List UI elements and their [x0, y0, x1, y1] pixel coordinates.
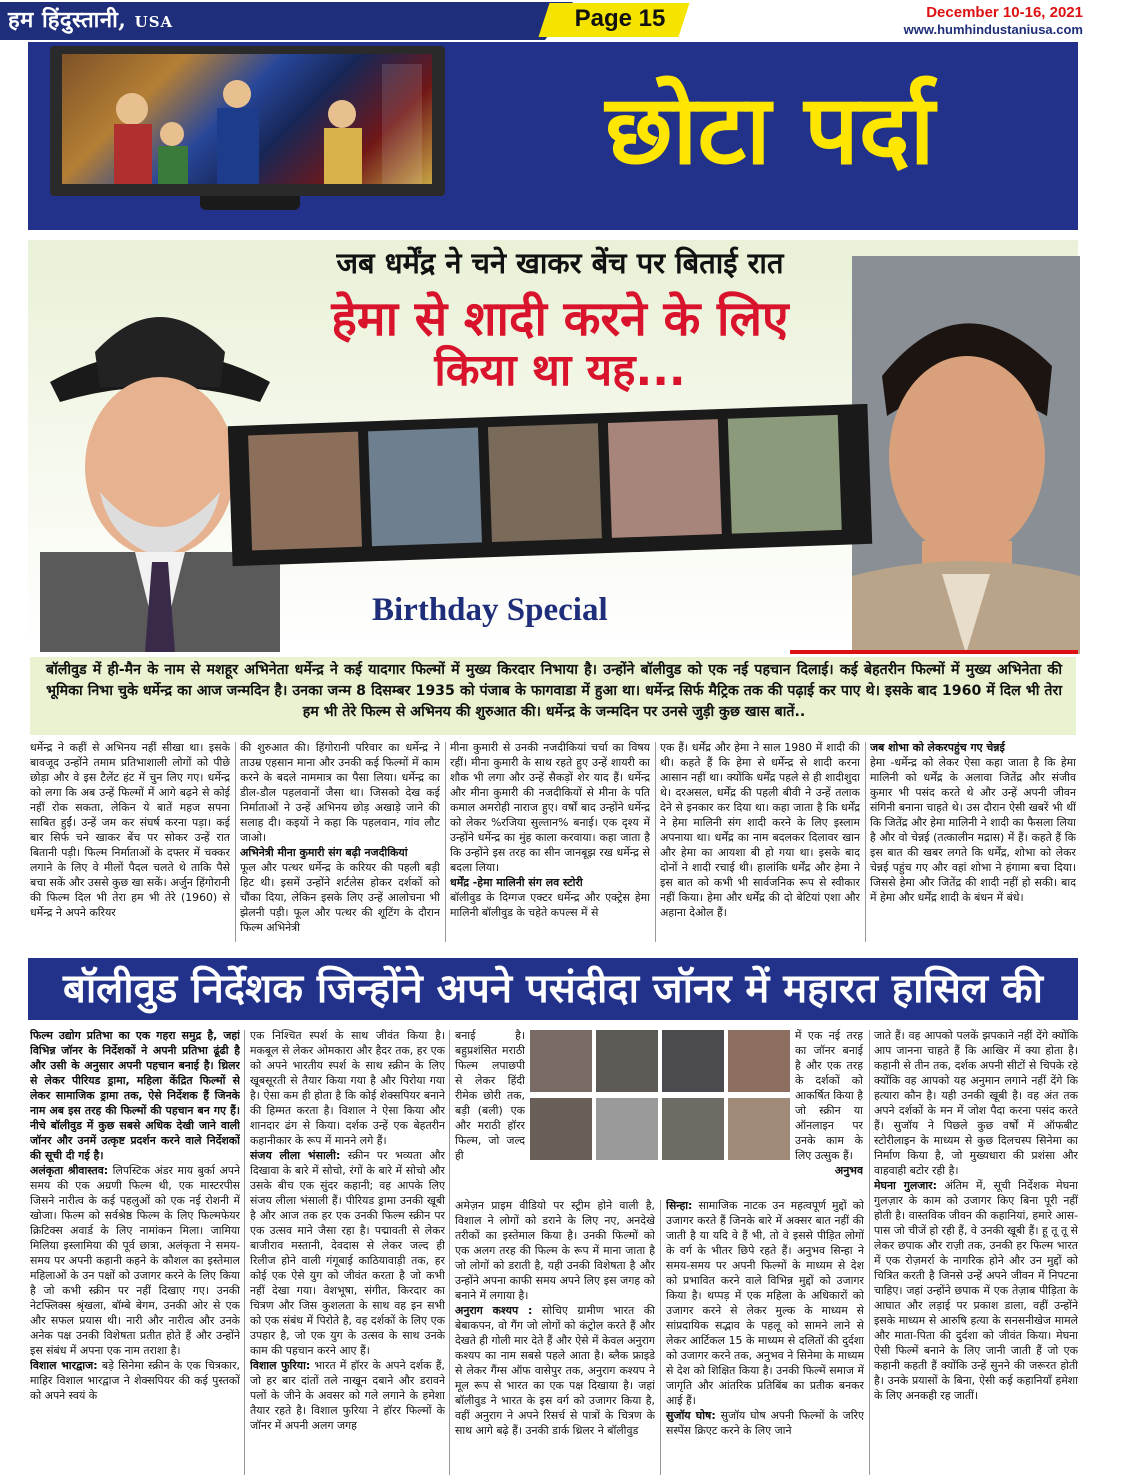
column-divider	[445, 742, 446, 942]
directors-column-3	[455, 1198, 655, 1478]
column-divider	[865, 742, 866, 942]
paragraph: बनाई है। बहुप्रशंसित मराठी फिल्म लपाछपी से लेकर हिंदी रीमेक छोरी तक, बड़ी (बली) एक और मराठी हॉरर फिल्म, जो जल्द ही	[455, 1029, 525, 1162]
director-name: सिन्हा:	[666, 1199, 693, 1212]
paragraph: फूल और पत्थर धर्मेन्द्र के करियर की पहली बड़ी हिट थी। इसमें उन्होंने शर्टलेस होकर दर्शकों को चौंका दिया, लेकिन इसके लिए उन्हें आलोचना भी झेलनी पड़ी। फूल और पत्थर की शूटिंग के दौरान फिल्म अभिनेत्री	[240, 861, 440, 934]
filmstrip-frame	[368, 427, 482, 546]
directors-column-3-top	[455, 1028, 525, 1198]
paragraph: जाते हैं। वह आपको पलकें झपकाने नहीं देंगे क्योंकि आप जानना चाहते हैं कि आखिर में क्या होता है। कहानी से तीन तक, दर्शक अपनी सीटों से चिपके रहे क्योंकि वह आपको यह अनुमान लगाने नहीं देंगे कि हत्यारा कौन है। यही उनकी खूबी है। वह अंत तक अपने दर्शकों के मन में जोश पैदा करना पसंद करते हैं। सुजॉय ने पिछले कुछ वर्षों में ऑफबीट स्टोरीलाइन के माध्यम से कुछ दिलचस्प सिनेमा का निर्माण किया है, जो मुख्यधारा की प्रशंसा और वाहवाही बटोर रही है।	[874, 1029, 1078, 1177]
article-column-1	[30, 740, 230, 945]
subheading: अभिनेत्री मीना कुमारी संग बढ़ी नजदीकियां	[240, 846, 408, 859]
portrait-young-photo	[852, 256, 1080, 654]
directors-column-1	[30, 1028, 240, 1478]
director-photo	[596, 1030, 658, 1092]
feature-kicker: जब धर्मेंद्र ने चने खाकर बेंच पर बिताई रात	[336, 246, 784, 280]
directors-column-4-top	[795, 1028, 863, 1193]
tv-stand	[200, 196, 300, 210]
paragraph: भारत में हॉरर के अपने दर्शक हैं, जो हर बार दांतों तले नाखून दबाने और डरावने पलों के जीने के अवसर को गले लगाने के हमेशा तैयार रहते है। विशाल फुरिया ने हॉरर फिल्मों के जॉनर में अपनी अलग जगह	[250, 1359, 445, 1432]
paragraph: सामाजिक नाटक उन महत्वपूर्ण मुद्दों को उजागर करते हैं जिनके बारे में अक्सर बात नहीं की जाती है या यदि वे हैं भी, तो वे इससे पीड़ित लोगों के वर्ग के भीतर छिपे रहते हैं। अनुभव सिन्हा ने समय-समय पर अपनी फिल्मों के माध्यम से देश को प्रभावित करने वाले विभिन्न मुद्दों को उजागर किया है। थप्पड़ में एक महिला के अधिकारों को उजागर करने से लेकर मुल्क के माध्यम से सांप्रदायिक सद्भाव के पहलू को सामने लाने से लेकर आर्टिकल 15 के माध्यम से दलितों की दुर्दशा को उजागर करने तक, अनुभव ने सिनेमा के माध्यम से देश को शिक्षित किया है। उनकी फिल्में समाज में जागृति और आंतरिक प्रतिबिंब का प्रतीक बनकर आई हैं।	[666, 1199, 864, 1407]
paragraph: एक हैं। धर्मेंद्र और हेमा ने साल 1980 में शादी की थी। कहते हैं कि हेमा से धर्मेन्द्र से शादी करना आसान नहीं था। क्योंकि धर्मेंद्र पहले से ही शादीशुदा थे। दरअसल, धर्मेंद्र की पहली बीवी ने उन्हें तलाक देने से इनकार कर दिया था। कहा जाता है कि धर्मेंद्र ने हेमा मालिनी संग शादी करने के लिए इस्लाम अपनाया था। धर्मेंद्र का नाम बदलकर दिलावर खान और हेमा का आयशा बी हो गया था। इसके बाद दोनों ने शादी रचाई थी। हालांकि धर्मेंद्र और हेमा ने इस बात को कभी भी सार्वजनिक रूप से स्वीकार नहीं किया। हेमा और धर्मेंद्र की दो बेटियां एशा और अहाना देओल हैं।	[660, 741, 860, 919]
subheading: जब शोभा को लेकरपहुंच गए चेन्नई	[870, 741, 1005, 754]
paragraph: बॉलीवुड के दिग्गज एक्टर धर्मेन्द्र और एक्ट्रेस हेमा मालिनी बॉलीवुड के चहेते कपल्स में से	[450, 891, 650, 919]
filmstrip-frame	[728, 415, 842, 534]
intro-text: बॉलीवुड में ही-मैन के नाम से मशहूर अभिनेता धर्मेन्द्र ने कई यादगार फिल्मों में मुख्य किरदार निभाया है। उन्होंने बॉलीवुड को एक नई पहचान दिलाई। कई बेहतरीन फिल्मों में मुख्य अभिनेता की भूमिका निभा चुके धर्मेन्द्र का आज जन्मदिन है। उनका जन्म 8 दिसम्बर 1935 को पंजाब के फागवाडा में हुआ था। धर्मेन्द्र सिर्फ मैट्रिक तक की पढ़ाई कर पाए थे। इसके बाद 1960 में दिल भी तेरा हम भी तेरे फिल्म से अभिनय की शुरुआत की। धर्मेन्द्र के जन्मदिन पर उनसे जुड़ी कुछ खास बातें..	[46, 662, 1062, 720]
article-column-5	[870, 740, 1076, 945]
director-photo	[662, 1030, 724, 1092]
director-name: सुजॉय घोष:	[666, 1409, 716, 1422]
subheading: धर्मेंद्र -हेमा मालिनी संग लव स्टोरी	[450, 876, 583, 889]
director-photo-grid	[530, 1030, 790, 1178]
column-divider	[869, 1030, 870, 1475]
paragraph: स्क्रीन पर भव्यता और दिखावा के बारे में सोचो, रंगों के बारे में सोचो और उसके बीच एक सुंदर कहानी; वह आपके लिए संजय लीला भंसाली हैं। पीरियड ड्रामा उनकी खूबी है और आज तक हर एक उनकी फिल्म स्क्रीन पर एक उत्सव माने जैसा रहा है। पद्मावती से लेकर बाजीराव मस्तानी, देवदास से लेकर जल्द ही रिलीज होने वाली गंगूबाई काठियावाड़ी तक, हर कोई एक ऐसे युग को जीवंत करता है जो कभी नहीं देखा गया। वेशभूषा, संगीत, किरदार का चित्रण और जिस कुशलता के साथ वह इन सभी को एक संबंध में पिरोते है, वह दर्शकों के लिए एक उपहार है, जो एक युग के उत्सव के साथ उनके काम की पहचान करने आए हैं।	[250, 1149, 445, 1357]
subheading: अनुभव	[834, 1164, 863, 1177]
directors-column-4	[666, 1198, 864, 1478]
website-link[interactable]: www.humhindustaniusa.com	[903, 22, 1083, 37]
directors-column-5	[874, 1028, 1078, 1478]
lead-paragraph: फिल्म उद्योग प्रतिभा का एक गहरा समुद्र है, जहां विभिन्न जॉनर के निर्देशकों ने अपनी प्रतिभा ढूंढी है और उसी के अनुसार अपनी पहचान बनाई है। थ्रिलर से लेकर पीरियड ड्रामा, महिला केंद्रित फिल्मों से लेकर सामाजिक ड्रामा तक, ऐसे निर्देशक हैं जिनके नाम अब इस तरह की फिल्मों की पहचान बन गए हैं। नीचे बॉलीवुड में कुछ सबसे अधिक देखी जाने वाली जॉनर और उनमें उत्कृष्ट प्रदर्शन करने वाले निर्देशकों की सूची दी गई है।	[30, 1029, 240, 1162]
director-name: मेघना गुलजार:	[874, 1179, 937, 1192]
paragraph: अंतिम में, सूची निर्देशक मेघना गुलज़ार के काम को उजागर किए बिना पूरी नहीं होती है। वास्तविक जीवन की कहानियां, हमारे आस-पास जो चीजें हो रही हैं, वे उनकी खूबी हैं। हू तू तू से लेकर छपाक और राज़ी तक, उनकी हर फिल्म भारत में एक रोज़मर्रा के नागरिक होने और उन मुद्दों को चित्रित करती है जिनसे उन्हें अपने जीवन में निपटना चाहिए। जहां उन्होंने छपाक में एक तेज़ाब पीड़िता के आघात और लड़ाई पर प्रकाश डाला, वहीं उन्होंने इसके माध्यम से आरुषि हत्या के सनसनीखेज मामले और माता-पिता की दुर्दशा को जीवंत किया। मेघना ऐसी फिल्में बनाने के लिए जानी जाती हैं जो एक कहानी कहती हैं क्योंकि उन्हें सुनने की जरूरत होती है। उनके प्रयासों के बिना, ऐसी कई कहानियाँ हमेशा के लिए अनकही रह जातीं।	[874, 1179, 1078, 1402]
filmstrip-photos	[228, 404, 872, 566]
director-photo	[728, 1098, 790, 1160]
director-name: अनुराग कश्यप :	[455, 1304, 533, 1317]
red-divider	[790, 650, 1078, 654]
director-photo	[530, 1098, 592, 1160]
section-title: छोटा पर्दा	[605, 74, 935, 186]
director-name: विशाल भारद्वाज:	[30, 1359, 98, 1372]
feature-headline-line1: हेमा से शादी करने के लिए	[331, 291, 789, 347]
paragraph: अमेज़न प्राइम वीडियो पर स्ट्रीम होने वाली है, विशाल ने लोगों को डराने के लिए नए, अनदेखे तरीकों का इस्तेमाल किया है। उनकी फिल्मों को एक अलग तरह की फिल्म के रूप में माना जाता है जो लोगों को डराती है, यही उनकी विशेषता है और उन्होंने अपना काफी समय अपने लिए इस जगह को बनाने में लगाया है।	[455, 1199, 655, 1302]
issue-date: December 10-16, 2021	[926, 4, 1083, 21]
director-photo	[728, 1030, 790, 1092]
newspaper-suffix: USA	[134, 13, 174, 31]
birthday-tagline: Birthday Special	[372, 592, 608, 628]
paragraph: लिपस्टिक अंडर माय बुर्का अपने समय की एक अग्रणी फिल्म थी, एक मास्टरपीस जिसने नारीत्व के कई पहलुओं को एक नई रोशनी में खोजा। फिल्म को सर्वश्रेष्ठ फिल्म के लिए फिल्मफेयर क्रिटिक्स अवार्ड के लिए नामांकन मिला। जामिया मिलिया इस्लामिया की पूर्व छात्रा, अलंकृता ने समय-समय पर अपनी कहानी कहने के कौशल का इस्तेमाल महिलाओं के उन पक्षों को उजागर करने के लिए किया है जो कभी स्क्रीन पर नहीं दिखाए गए। उनकी नेटफ्लिक्स श्रृंखला, बॉम्बे बेगम, उनकी ओर से एक और सफल प्रयास थी। नारी और नारीत्व और उनके अनेक पक्ष उनकी विशेषता प्रतीत होते हैं और उन्होंने इस संबंध में अपना एक नाम तराशा है।	[30, 1164, 240, 1357]
paragraph: धर्मेन्द्र ने कहीं से अभिनय नहीं सीखा था। इसके बावजूद उन्होंने तमाम प्रतिभाशाली लोगों को पीछे छोड़ा और वे इस टैलेंट हंट में चुन लिए गए। धर्मेन्द्र को लगा कि अब उन्हें फिल्मों में आगे बढ़ने से कोई नहीं रोक सकता, लेकिन ये बातें महज सपना साबित हुईं। उन्हें जम कर संघर्ष करना पड़ा। कई बार सिर्फ चने खाकर बेंच पर सोकर उन्हें रात बितानी पड़ी। फिल्म निर्माताओं के दफ्तर में चक्कर लगाने के लिए वे मीलों पैदल चलते थे ताकि पैसे बचा सकें और उससे कुछ खा सकें। अर्जुन हिंगोरानी की फिल्म दिल भी तेरा हम भी तेरे (1960) से धर्मेन्द्र ने अपने करियर	[30, 741, 230, 919]
article-column-4	[660, 740, 860, 945]
director-name: विशाल फुरिया:	[250, 1359, 311, 1372]
paragraph: सोचिए ग्रामीण भारत की बेबाकपन, वो गैंग जो लोगों को कंट्रोल करते हैं और देखते ही गोली मार देते हैं और ऐसे में केवल अनुराग कश्यप का नाम सबसे पहले आता है। ब्लैक फ्राइडे से लेकर गैंग्स ऑफ वासेपुर तक, अनुराग कश्यप ने मूल रूप से भारत का एक पक्ष दिखाया है। जहां बॉलीवुड ने भारत के इस वर्ग को उजागर किया है, वहीं अनुराग ने अपने रिसर्च से पात्रों के चित्रण के साथ आगे बढ़े हैं। उनकी डार्क थ्रिलर ने बॉलीवुड	[455, 1304, 655, 1437]
article-column-2	[240, 740, 440, 945]
directors-headline: बॉलीवुड निर्देशक जिन्होंने अपने पसंदीदा जॉनर में महारत हासिल की	[62, 966, 1043, 1012]
tv-screen-photo	[62, 54, 432, 184]
filmstrip-frame	[248, 432, 362, 551]
column-divider	[660, 1200, 661, 1475]
tv-screen-scene	[62, 54, 432, 184]
director-photo	[596, 1098, 658, 1160]
article-column-3	[450, 740, 650, 945]
paragraph: मीना कुमारी से उनकी नजदीकियां चर्चा का विषय रहीं। मीना कुमारी के साथ रहते हुए उन्हें शायरी का शौक भी लगा और उन्हें सैकड़ों शेर याद हैं। धर्मेन्द्र और मीना कुमारी की नजदीकियों से मीना के पति कमाल अमरोही नाराज हुए। वर्षों बाद उन्होंने धर्मेन्द्र को लेकर %रजिया सुल्तान% बनाई। एक दृश्य में उन्होंने धर्मेन्द्र का मुंह काला करवाया। कहा जाता है कि उन्होंने इस तरह का सीन जानबूझ रख धर्मेन्द्र से बदला लिया।	[450, 741, 650, 874]
paragraph: में एक नई तरह का जॉनर बनाई है और एक तरह के दर्शकों को आकर्षित किया है जो स्क्रीन या ऑनलाइन पर उनके काम के लिए उत्सुक हैं।	[795, 1029, 863, 1162]
page-number: Page 15	[574, 5, 666, 32]
column-divider	[449, 1030, 450, 1475]
directors-column-2	[250, 1028, 445, 1478]
column-divider	[655, 742, 656, 942]
director-name: संजय लीला भंसाली:	[250, 1149, 341, 1162]
newspaper-name: हम हिंदुस्तानी, USA	[8, 7, 174, 33]
paragraph: बड़े सिनेमा स्क्रीन के एक चित्रकार, माहिर विशाल भारद्वाज ने शेक्सपियर की कई पुस्तकों को अपने स्वयं के	[30, 1359, 240, 1402]
paragraph: की शुरुआत की। हिंगोरानी परिवार का धर्मेन्द्र ने ताउम्र एहसान माना और उनकी कई फिल्मों में काम करने के बदले नाममात्र का पैसा लिया। धर्मेन्द्र का डील-डौल पहलवानों जैसा था। जिसको देख कई निर्माताओं ने उन्हें अभिनय छोड़ अखाड़े जाने की सलाह दी। कइयों ने कहा कि पहलवान, गांव लौट जाओ।	[240, 741, 440, 844]
director-photo	[662, 1098, 724, 1160]
paragraph: सुजॉय घोष अपनी फिल्मों के जरिए सस्पेंस क्रिएट करने के लिए जाने	[666, 1409, 864, 1437]
paragraph: एक निश्चित स्पर्श के साथ जीवंत किया है। मकबूल से लेकर ओमकारा और हैदर तक, हर एक को अपने भारतीय स्पर्श के साथ स्क्रीन के लिए खूबसूरती से तैयार किया गया है और पिरोया गया है। ऐसा कम ही होता है कि कोई शेक्सपियर बनाने की हिम्मत करता है। विशाल ने ऐसा किया और शानदार ढंग से किया। दर्शक उन्हें एक बेहतरीन कहानीकार के रूप में मानने लगे हैं।	[250, 1029, 445, 1147]
director-name: अलंकृता श्रीवास्तव:	[30, 1164, 109, 1177]
paragraph: हेमा -धर्मेन्द्र को लेकर ऐसा कहा जाता है कि हेमा मालिनी को धर्मेंद्र के अलावा जितेंद्र और संजीव कुमार भी पसंद करते थे और उन्हें अपनी जीवन संगिनी बनाना चाहते थे। उस दौरान ऐसी खबरें भी थीं कि जितेंद्र और हेमा मालिनी ने शादी का फैसला लिया है और वो चेन्नई (तत्कालीन मद्रास) में हैं। कहते हैं कि इस बात की खबर लगते कि धर्मेंद्र, शोभा को लेकर चेन्नई पहुंच गए और वहां शोभा ने हंगामा बचा दिया। जिससे हेमा और जितेंद्र की शादी नहीं हो सकी। बाद में हेमा और धर्मेंद्र शादी के बंधन में बंधे।	[870, 756, 1076, 904]
column-divider	[244, 1030, 245, 1475]
portrait-young-drawing	[852, 256, 1080, 654]
feature-headline-line2: किया था यह...	[434, 345, 686, 396]
director-photo	[530, 1030, 592, 1092]
filmstrip-frame	[608, 419, 722, 538]
column-divider	[235, 742, 236, 942]
filmstrip-frame	[488, 423, 602, 542]
